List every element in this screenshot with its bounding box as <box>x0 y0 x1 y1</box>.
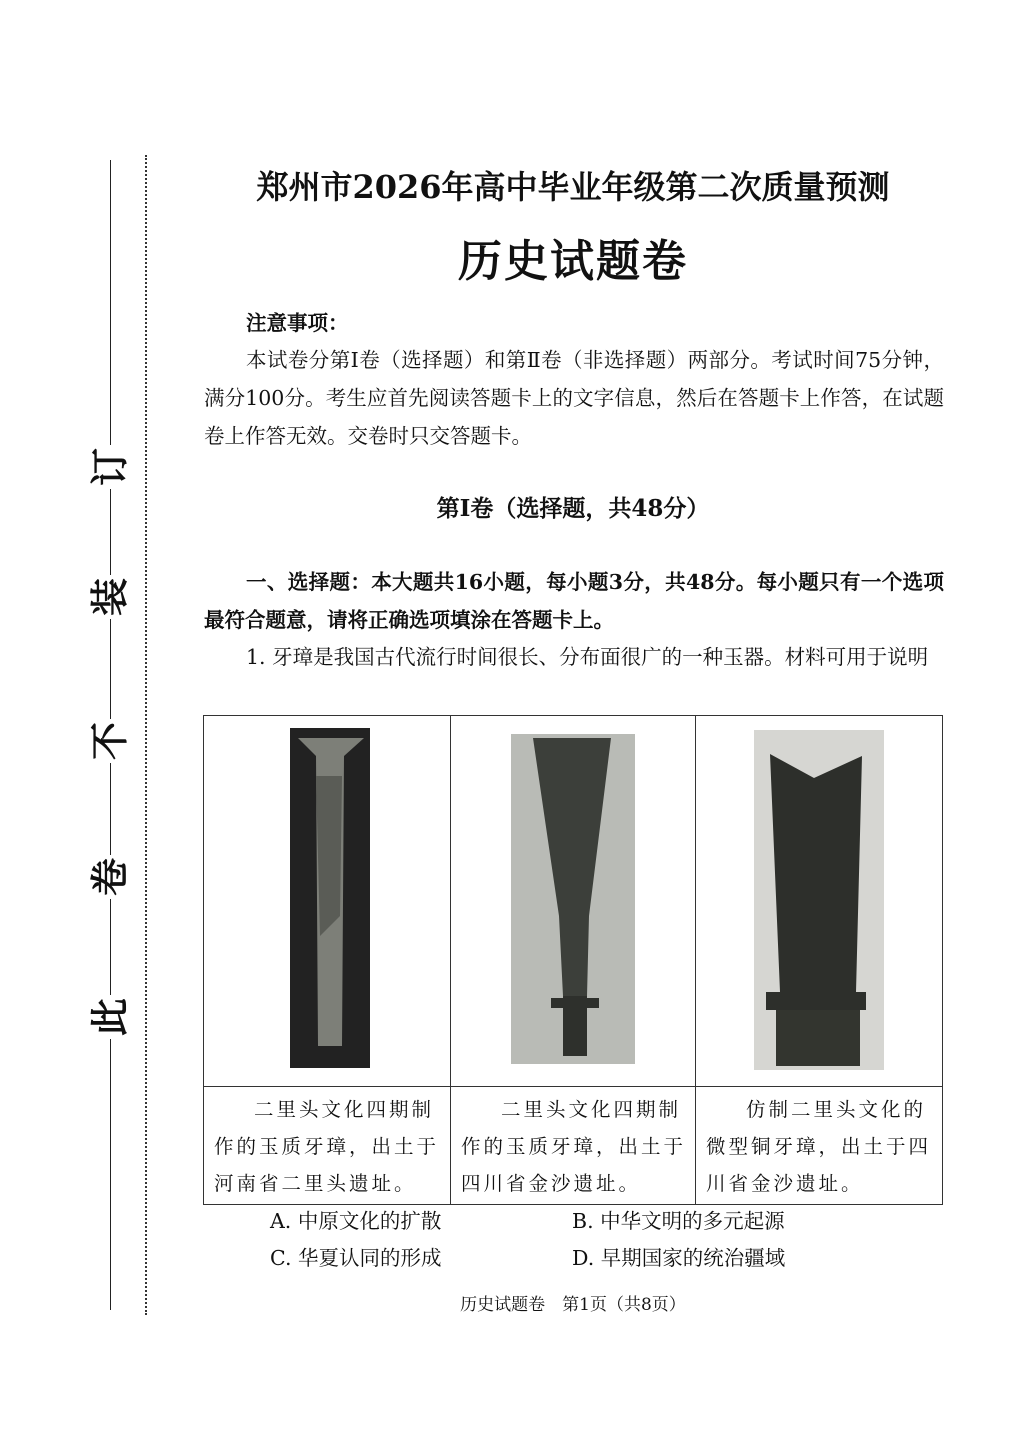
caption-text: 二里头文化四期制作的玉质牙璋，出土于河南省二里头遗址。 <box>214 1098 440 1195</box>
option-a: A. 中原文化的扩散 <box>270 1209 442 1233</box>
option-b: B. 中华文明的多元起源 <box>572 1209 785 1233</box>
jade-yazhang-image <box>204 716 450 1082</box>
artifact-caption-1 <box>204 1087 451 1205</box>
notice-body: 本试卷分第Ⅰ卷（选择题）和第Ⅱ卷（非选择题）两部分。考试时间75分钟，满分100分。考生应首先阅读答题卡上的文字信息，然后在答题卡上作答，在试题卷上作答无效。交卷时只交答题卡。 <box>204 348 944 448</box>
option-d: D. 早期国家的统治疆域 <box>572 1246 786 1270</box>
artifact-image-1 <box>204 716 451 1087</box>
artifact-caption-2 <box>451 1087 696 1205</box>
binding-char: 订 <box>85 445 135 489</box>
question-stem: 1. 牙璋是我国古代流行时间很长、分布面很广的一种玉器。材料可用于说明 <box>246 645 929 669</box>
exam-subtitle: 历史试题卷 <box>458 236 688 287</box>
page-footer: 历史试题卷 第1页（共8页） <box>460 1295 686 1315</box>
artifact-image-3 <box>696 716 943 1087</box>
bronze-yazhang-image <box>696 716 942 1082</box>
binding-dotted-line <box>145 155 147 1315</box>
question-figure-table <box>203 715 943 1205</box>
binding-char: 不 <box>85 719 135 763</box>
exam-title: 郑州市2026年高中毕业年级第二次质量预测 <box>256 168 890 206</box>
binding-char: 此 <box>85 995 135 1039</box>
part-instructions: 一、选择题：本大题共16小题，每小题3分，共48分。每小题只有一个选项最符合题意，请将正确选项填涂在答题卡上。 <box>204 570 944 632</box>
caption-text: 二里头文化四期制作的玉质牙璋，出土于四川省金沙遗址。 <box>461 1098 687 1195</box>
artifact-image-2 <box>451 716 696 1087</box>
notice-heading: 注意事项： <box>246 311 349 335</box>
binding-char: 装 <box>85 575 135 619</box>
option-c: C. 华夏认同的形成 <box>270 1246 442 1270</box>
section-title: 第Ⅰ卷（选择题，共48分） <box>436 495 710 522</box>
artifact-caption-3 <box>696 1087 943 1205</box>
binding-char: 卷 <box>85 855 135 899</box>
jade-yazhang-image <box>451 716 695 1082</box>
caption-text: 仿制二里头文化的微型铜牙璋，出土于四川省金沙遗址。 <box>706 1098 932 1195</box>
